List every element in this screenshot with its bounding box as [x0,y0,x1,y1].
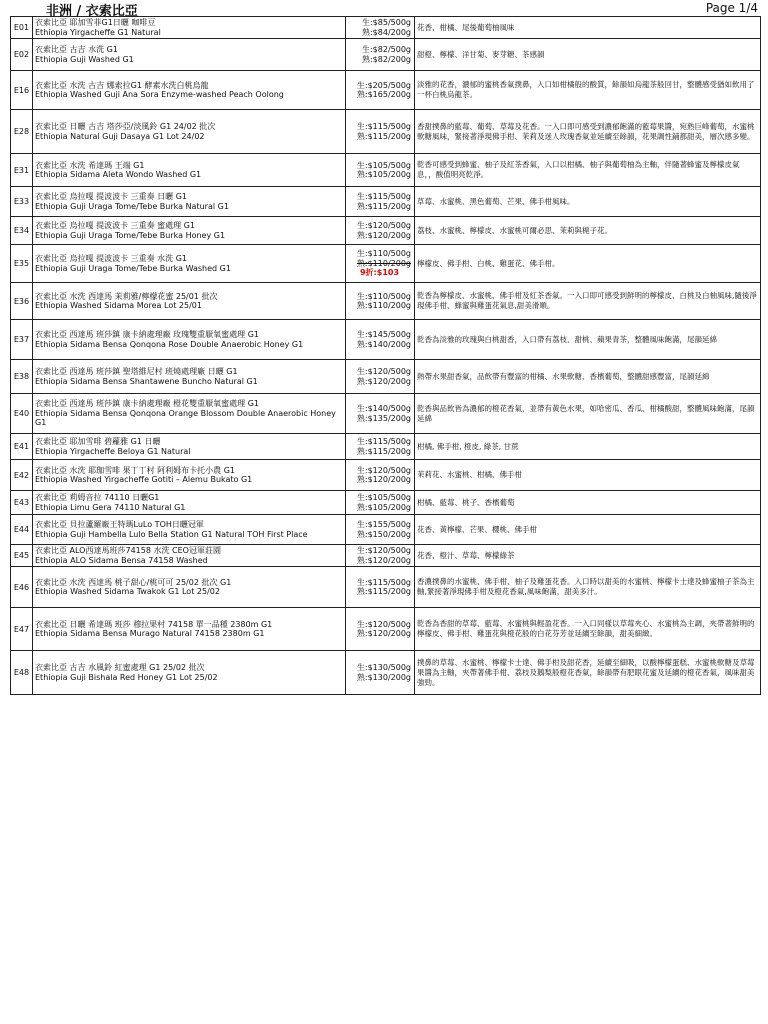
green-bean-price: 生:$120/500g [356,546,411,555]
product-name [33,110,346,154]
roasted-bean-price: 熟:$115/200g [356,587,411,596]
product-code: E45 [11,545,33,567]
product-code: E28 [11,110,33,154]
flavor-notes: 荔枝、水蜜桃、檸檬皮、水蜜桃可爾必思、茉莉與梔子花。 [415,217,761,245]
green-bean-price: 生:$120/500g [356,465,411,475]
product-name [33,360,346,394]
product-name [33,608,346,651]
table-row [11,651,761,695]
table-row [11,217,761,245]
product-name-chinese: 衣索比亞 水洗 西達馬 茉莉雅/檸檬花蜜 25/01 批次 [35,291,218,301]
product-name-chinese: 衣索比亞 烏拉嘎 提波波卡 三重奏 日曬 G1 [35,192,188,201]
roasted-bean-price: 熟:$115/200g [356,446,411,456]
roasted-bean-price: 熟:$110/200g [356,258,411,268]
table-row [11,39,761,71]
table-row [11,434,761,460]
product-name [33,434,346,460]
flavor-notes: 乾香可感受到蜂蜜、柚子及紅茶香氣，入口以柑橘、柚子與葡萄柚為主軸，伴隨著蜂蜜及檸檬皮氣息，，酸值明亮乾淨。 [415,154,761,187]
product-price [346,460,415,491]
product-name-english: Ethiopia Natural Guji Dasaya G1 Lot 24/02 [35,131,205,141]
green-bean-price: 生:$110/500g [356,291,411,301]
green-bean-price: 生:$105/500g [356,493,411,502]
product-name-english: Ethiopia Washed Sidama Twakok G1 Lot 25/02 [35,587,220,596]
product-name-english: Ethiopia Sidama Bensa Murago Natural 74158 2380m G1 [35,629,265,638]
product-name-chinese: 衣索比亞 水洗 西達馬 桃子甜心/桃可可 25/02 批次 G1 [35,577,232,587]
roasted-bean-price: 熟:$115/200g [356,131,411,141]
product-code: E42 [11,460,33,491]
flavor-notes: 淡雅的花香，濃郁的蜜桃香氣撲鼻，入口如柑橘般的酸質，餘韻如烏龍茶般回甘，整體感受猶如飲用了一杯白桃烏龍茶。 [415,71,761,110]
product-name-chinese: 衣索比亞 日曬 希達瑪 班莎 穆拉果村 74158 單一品種 2380m G1 [35,619,273,629]
product-name [33,320,346,360]
roasted-bean-price: 熟:$120/200g [356,475,411,484]
product-name-chinese: 衣索比亞 水洗 希達瑪 王端 G1 [35,160,145,170]
product-name-chinese: 衣索比亞 耶加雪啡 碧蘿雅 G1 日曬 [35,437,161,446]
roasted-bean-price: 熟:$140/200g [356,339,411,349]
price-list-table [10,16,761,695]
roasted-bean-price: 熟:$120/200g [356,230,411,240]
roasted-bean-price: 熟:$82/200g [361,54,411,64]
flavor-notes: 香濃撲鼻的水蜜桃、佛手柑、柚子及雞蛋花香。入口時以甜美的水蜜桃、檸檬卡士達及蜂蜜柚子茶為主軸,緊接著淨現佛手柑及橙花香氣,風味飽滿，甜美多汁。 [415,567,761,608]
product-price [346,651,415,695]
product-name-english: Ethiopia Sidama Bensa Qonqona Rose Double Anaerobic Honey G1 [35,339,304,349]
product-price [346,567,415,608]
product-code: E02 [11,39,33,71]
product-name-chinese: 衣索比亞 烏拉嘎 提波波卡 三重奏 水洗 G1 [35,254,188,263]
flavor-notes: 乾香為香甜的草莓、藍莓、水蜜桃與輕盈花香。一入口同樣以草莓夾心、水蜜桃為主調，夾帶著鮮明的檸檬皮、佛手柑、雞蛋花與橙花般的白花芬芳並延續至餘韻，甜美細緻。 [415,608,761,651]
product-name [33,460,346,491]
product-price [346,360,415,394]
roasted-bean-price: 熟:$84/200g [361,27,411,37]
product-price [346,283,415,320]
product-name-chinese: 衣索比亞 烏拉嘎 提波波卡 三重奏 蜜處理 G1 [35,221,196,230]
product-name [33,154,346,187]
roasted-bean-price: 熟:$165/200g [356,90,411,99]
green-bean-price: 生:$115/500g [356,122,411,131]
product-code: E34 [11,217,33,245]
product-name-english: Ethiopia Limu Gera 74110 Natural G1 [35,502,186,512]
page-title: 非洲 / 衣索比亞 [46,4,138,19]
product-name-chinese: 衣索比亞 西達馬 班莎鎮 康卡納處理廠 橙花雙重厭氧蜜處理 G1 [35,399,260,409]
product-price [346,608,415,651]
product-price [346,110,415,154]
product-name-english: Ethiopia Guji Hambella Lulo Bella Station G1 Natural TOH First Place [35,529,308,539]
product-name-english: Ethiopia Guji Washed G1 [35,54,134,64]
product-price [346,217,415,245]
roasted-bean-price: 熟:$135/200g [356,413,411,423]
product-name-chinese: 衣索比亞 耶加雪菲G1日曬 咖啡豆 [35,18,156,27]
product-price [346,394,415,434]
roasted-bean-price: 熟:$150/200g [356,529,411,539]
product-name-english: Ethiopia Guji Uraga Tome/Tebe Burka Honey G1 [35,230,226,240]
product-name-english: Ethiopia Sidama Bensa Qonqona Orange Blossom Double Anaerobic Honey G1 [35,408,336,428]
table-row [11,515,761,545]
green-bean-price: 生:$82/500g [361,45,411,54]
product-price [346,17,415,39]
table-row [11,245,761,283]
product-code: E46 [11,567,33,608]
product-code: E31 [11,154,33,187]
flavor-notes: 花香、黃檸檬、芒果、櫻桃、佛手柑 [415,515,761,545]
product-name-chinese: 衣索比亞 古吉 水風鈴 紅蜜處理 G1 25/02 批次 [35,663,205,672]
product-name-chinese: 衣索比亞 古吉 水洗 G1 [35,45,118,54]
roasted-bean-price: 熟:$120/200g [356,555,411,565]
green-bean-price: 生:$105/500g [356,160,411,170]
product-code: E48 [11,651,33,695]
roasted-bean-price: 熟:$110/200g [356,301,411,310]
roasted-bean-price: 熟:$130/200g [356,672,411,682]
roasted-bean-price: 熟:$120/200g [356,629,411,638]
roasted-bean-price: 熟:$120/200g [356,376,411,386]
product-name [33,283,346,320]
product-code: E38 [11,360,33,394]
product-name-english: Ethiopia Sidama Aleta Wondo Washed G1 [35,170,202,179]
product-name [33,245,346,283]
product-name-english: Ethiopia Washed Sidama Morea Lot 25/01 [35,301,202,310]
product-name-chinese: 衣索比亞 西達馬 班莎鎮 康卡納處理廠 玫瑰雙重厭氧蜜處理 G1 [35,330,260,339]
roasted-bean-price: 熟:$105/200g [356,170,411,179]
green-bean-price: 生:$120/500g [356,221,411,230]
product-name-english: Ethiopia Washed Yirgacheffe Gotiti – Alemu Bukato G1 [35,475,253,484]
product-name-english: Ethiopia Guji Uraga Tome/Tebe Burka Natural G1 [35,201,229,211]
green-bean-price: 生:$110/500g [356,249,411,259]
flavor-notes: 乾香為檸檬皮、水蜜桃、佛手柑及紅茶香氣。一入口即可感受到鮮明的檸檬皮、白桃及白柚風味,隨後淨現佛手柑、蜂蜜與雞蛋花氣息,甜美滑順。 [415,283,761,320]
product-name-chinese: 衣索比亞 水洗 耶珈雪啡 果丁丁村 阿利姆布卡托小農 G1 [35,465,236,475]
product-name [33,545,346,567]
product-price [346,491,415,515]
product-price [346,245,415,283]
table-row [11,394,761,434]
product-name-chinese: 衣索比亞 莉姆音拉 74110 日曬G1 [35,493,160,502]
product-name-english: Ethiopia Sidama Bensa Shantawene Buncho Natural G1 [35,376,258,386]
product-name-chinese: 衣索比亞 西達馬 班莎鎮 聖塔維尼村 班燒處理廠 日曬 G1 [35,367,238,376]
table-row [11,491,761,515]
green-bean-price: 生:$130/500g [356,663,411,672]
table-row [11,320,761,360]
product-price [346,39,415,71]
table-row [11,283,761,320]
table-row [11,608,761,651]
flavor-notes: 花香、橙汁、草莓、檸檬綠茶 [415,545,761,567]
product-name-chinese: 衣索比亞 水洗 古吉 娜索拉G1 酵素水洗白桃烏龍 [35,80,209,90]
green-bean-price: 生:$145/500g [356,330,411,339]
flavor-notes: 草莓、水蜜桃、黑色葡萄、芒果、佛手柑風味。 [415,187,761,217]
product-name [33,187,346,217]
flavor-notes: 花香、柑橘、尾後葡萄柚風味 [415,17,761,39]
product-code: E01 [11,17,33,39]
green-bean-price: 生:$120/500g [356,619,411,629]
product-code: E41 [11,434,33,460]
product-name-english: Ethiopia Yirgacheffe G1 Natural [35,27,161,37]
product-price [346,154,415,187]
product-name [33,71,346,110]
product-code: E44 [11,515,33,545]
product-code: E37 [11,320,33,360]
product-code: E40 [11,394,33,434]
product-name [33,567,346,608]
product-code: E43 [11,491,33,515]
product-name [33,491,346,515]
green-bean-price: 生:$120/500g [356,367,411,376]
green-bean-price: 生:$115/500g [356,192,411,201]
product-name [33,651,346,695]
product-code: E36 [11,283,33,320]
page-number: Page 1/4 [705,1,758,15]
product-price [346,187,415,217]
table-row [11,71,761,110]
green-bean-price: 生:$115/500g [356,577,411,587]
flavor-notes: 柑橘、藍莓、桃子、香檳葡萄 [415,491,761,515]
flavor-notes: 撲鼻的草莓、水蜜桃、檸檬卡士達、佛手柑及甜花香，延續至細吸，以酸檸檬蛋糕、水蜜桃軟糖及草莓果醬為主軸，夾帶著佛手柑、荔枝及鵝梨般橙花香氣，餘韻帶有肥眼花蜜及延續的橙花香氣，風味甜美強勁。 [415,651,761,695]
product-price [346,71,415,110]
product-name [33,515,346,545]
roasted-bean-price: 熟:$105/200g [356,502,411,512]
flavor-notes: 乾香與品飲皆為濃郁的橙花香氣，並帶有黃色水果，如哈密瓜、香瓜、柑橘酸甜，整體風味飽滿，尾韻延綿 [415,394,761,434]
table-row [11,187,761,217]
green-bean-price: 生:$140/500g [356,404,411,413]
roasted-bean-price: 熟:$115/200g [356,201,411,211]
discount-price: 9折:$103 [359,268,400,278]
green-bean-price: 生:$155/500g [356,520,411,529]
product-name-english: Ethiopia Guji Bishala Red Honey G1 Lot 25/02 [35,672,218,682]
table-row [11,460,761,491]
flavor-notes: 檸檬皮、佛手柑、白桃、雞蛋花、佛手柑。 [415,245,761,283]
product-name-english: Ethiopia Washed Guji Ana Sora Enzyme-washed Peach Oolong [35,90,284,99]
product-price [346,434,415,460]
flavor-notes: 甜橙、檸檬、洋甘菊、麥芽糖、茶感韻 [415,39,761,71]
product-name-english: Ethiopia ALO Sidama Bensa 74158 Washed [35,555,208,565]
table-row [11,567,761,608]
product-name-chinese: 衣索比亞 ALO西達馬班莎74158 水洗 CEO冠軍莊園 [35,546,221,555]
product-name-english: Ethiopia Guji Uraga Tome/Tebe Burka Washed G1 [35,263,231,273]
table-row [11,17,761,39]
flavor-notes: 熱帶水果甜香氣，品飲帶有豐富的柑橘、水果軟糖、香檳葡萄，整體甜感豐富，尾韻延綿 [415,360,761,394]
table-row [11,360,761,394]
product-name-chinese: 衣索比亞 日曬 古吉 塔莎亞/淡風鈴 G1 24/02 批次 [35,122,216,131]
product-name-chinese: 衣索比亞 貝拉蘆羅廠王特瑪LuLo TOH日曬冠軍 [35,520,204,529]
product-name [33,39,346,71]
product-name [33,17,346,39]
table-row [11,154,761,187]
green-bean-price: 生:$205/500g [356,80,411,90]
green-bean-price: 生:$115/500g [356,437,411,446]
flavor-notes: 柑橘, 佛手柑, 橙皮, 綠茶, 甘蔗 [415,434,761,460]
product-price [346,320,415,360]
flavor-notes: 乾香為淡雅的玫瑰與白桃甜香，入口帶有荔枝、甜桃、蘋果青茶，整體風味飽滿，尾韻延綿 [415,320,761,360]
flavor-notes: 香甜撲鼻的藍莓、葡萄、草莓及花香。一入口即可感受到濃郁飽滿的藍莓果醬，宛熟巨峰葡萄，水蜜桃軟糖風味，緊接著淨現佛手柑、茉莉及迷人玫瑰香氣並延續至餘韻，花果調性鋪都甜美，層次感多變。 [415,110,761,154]
green-bean-price: 生:$85/500g [361,18,411,27]
product-name [33,217,346,245]
product-code: E47 [11,608,33,651]
table-row [11,545,761,567]
product-price [346,515,415,545]
table-row [11,110,761,154]
flavor-notes: 茉莉花、水蜜桃、柑橘、佛手柑 [415,460,761,491]
product-code: E33 [11,187,33,217]
product-name-english: Ethiopia Yirgacheffe Beloya G1 Natural [35,446,191,456]
product-code: E16 [11,71,33,110]
product-price [346,545,415,567]
product-code: E35 [11,245,33,283]
product-name [33,394,346,434]
